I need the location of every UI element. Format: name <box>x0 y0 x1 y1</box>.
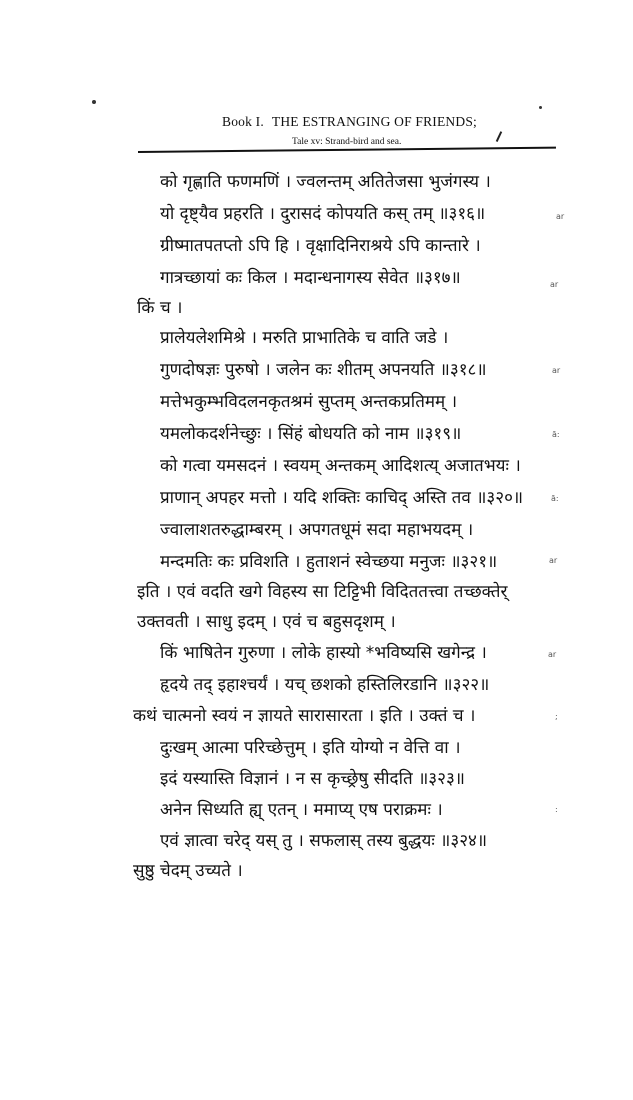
verse-line: ग्रीष्मातपतप्तो ऽपि हि । वृक्षादिनिराश्रये ऽपि कान्तारे । <box>160 236 481 256</box>
margin-mark: ar <box>556 212 565 221</box>
verse-line: मत्तेभकुम्भविदलनकृतश्रमं सुप्तम् अन्तकप्रतिमम् । <box>160 392 458 412</box>
verse-line: इदं यस्यास्ति विज्ञानं । न स कृच्छ्रेषु सीदति ॥३२३॥ <box>160 769 465 789</box>
prose-line: किं च । <box>137 298 183 318</box>
book-number: Book I. <box>222 114 264 129</box>
header-rule <box>138 147 556 153</box>
margin-mark: ar <box>550 280 559 289</box>
verse-line: ज्वालाशतरुद्धाम्बरम् । अपगतधूमं सदा महाभयदम् । <box>160 520 474 540</box>
verse-line: को गत्वा यमसदनं । स्वयम् अन्तकम् आदिशत्य् अजातभयः । <box>160 456 521 476</box>
tale-subtitle: Tale xv: Strand-bird and sea. <box>292 137 402 147</box>
stray-tick-mark <box>496 131 502 142</box>
verse-line: प्राणान् अपहर मत्तो । यदि शक्तिः काचिद् अस्ति तव ॥३२०॥ <box>160 488 524 508</box>
stray-dot-left <box>92 100 96 104</box>
verse-line: गुणदोषज्ञः पुरुषो । जलेन कः शीतम् अपनयति ॥३१८॥ <box>160 360 487 380</box>
verse-line: यमलोकदर्शनेच्छुः । सिंहं बोधयति को नाम ॥३१९॥ <box>160 424 462 444</box>
verse-line: यो दृष्ट्यैव प्रहरति । दुरासदं कोपयति कस् तम् ॥३१६॥ <box>160 204 486 224</box>
margin-mark: ā: <box>552 430 560 439</box>
stray-dot-right <box>539 106 542 109</box>
margin-mark: ; <box>555 712 558 721</box>
verse-line: अनेन सिध्यति ह्य् एतन् । ममाप्य् एष पराक्रमः । <box>160 800 443 820</box>
verse-line: गात्रच्छायां कः किल । मदान्धनागस्य सेवेत ॥३१७॥ <box>160 268 461 288</box>
running-header <box>222 114 477 130</box>
margin-mark: ar <box>552 366 561 375</box>
verse-line: किं भाषितेन गुरुणा । लोके हास्यो *भविष्यसि खगेन्द्र । <box>160 643 487 663</box>
prose-line: कथं चात्मनो स्वयं न ज्ञायते सारासारता । इति । उक्तं च । <box>133 706 476 726</box>
verse-line: मन्दमतिः कः प्रविशति । हुताशनं स्वेच्छया मनुजः ॥३२१॥ <box>160 552 498 572</box>
margin-mark: : <box>555 805 558 814</box>
margin-mark: ar <box>548 650 557 659</box>
prose-line: इति । एवं वदति खगे विहस्य सा टिट्टिभी विदिततत्त्वा तच्छक्तेर् <box>137 582 508 602</box>
verse-line: दुःखम् आत्मा परिच्छेत्तुम् । इति योग्यो न वेत्ति वा । <box>160 738 461 758</box>
margin-mark: ar <box>549 556 558 565</box>
margin-mark: ā: <box>551 494 559 503</box>
prose-line: उक्तवती । साधु इदम् । एवं च बहुसदृशम् । <box>137 612 396 632</box>
verse-line: प्रालेयलेशमिश्रे । मरुति प्राभातिके च वाति जडे । <box>160 328 449 348</box>
book-title: THE ESTRANGING OF FRIENDS; <box>271 114 477 129</box>
prose-line: सुष्ठु चेदम् उच्यते । <box>133 861 243 881</box>
verse-line: हृदये तद् इहाश्चर्यं । यच् छशको हस्तिलिरडानि ॥३२२॥ <box>160 675 490 695</box>
verse-line: को गृह्णाति फणमणिं । ज्वलन्तम् अतितेजसा भुजंगस्य । <box>160 172 491 192</box>
verse-line: एवं ज्ञात्वा चरेद् यस् तु । सफलास् तस्य बुद्धयः ॥३२४॥ <box>160 831 488 851</box>
